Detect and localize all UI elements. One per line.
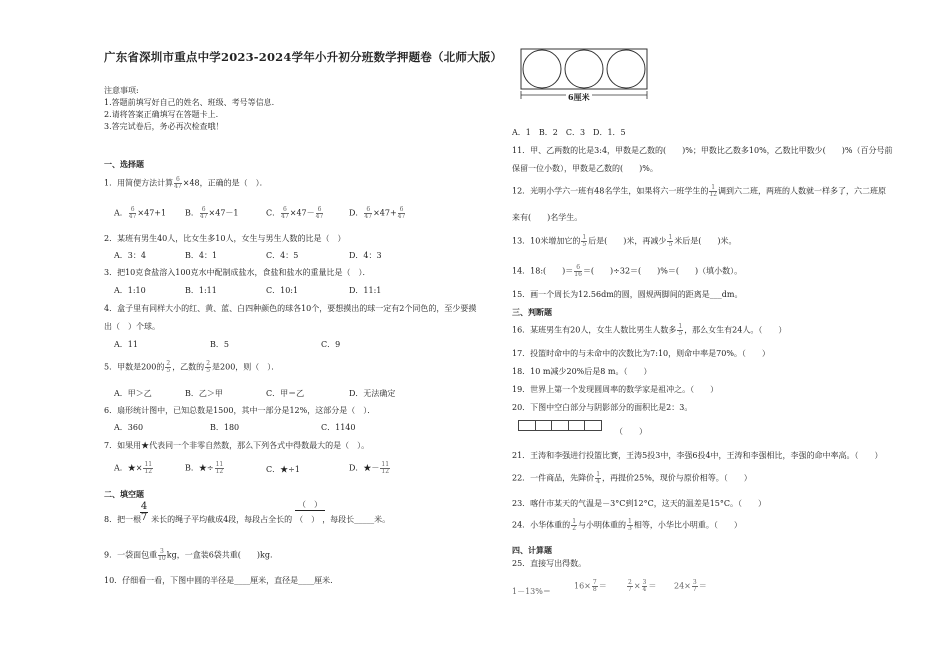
strip-cell bbox=[519, 421, 536, 430]
q13-text-mid: 后是( )米，再减少 bbox=[588, 236, 667, 246]
numerator: 3 bbox=[642, 579, 647, 586]
question-10: 10．仔细看一看，下图中圆的半径是____厘米，直径是____厘米. bbox=[104, 576, 333, 585]
denominator: 8 bbox=[592, 586, 597, 593]
q16-text: 16．某班男生有20人，女生人数比男生人数多 bbox=[512, 325, 677, 335]
question-22 bbox=[512, 472, 752, 485]
q13-text: 13．10米增加它的 bbox=[512, 236, 581, 246]
q3-option-b[interactable]: B．1:11 bbox=[185, 286, 217, 295]
q5-option-b[interactable]: B．乙＞甲 bbox=[185, 389, 223, 398]
section-heading: 四、计算题 bbox=[512, 545, 552, 555]
fraction bbox=[574, 265, 582, 278]
question-20: 20．下图中空白部分与阴影部分的面积比是2：3。 bbox=[512, 403, 693, 412]
q7-option-a[interactable] bbox=[114, 462, 154, 475]
question-1 bbox=[104, 177, 268, 190]
calc-item-4[interactable] bbox=[674, 580, 707, 593]
option-text: D．★－ bbox=[349, 463, 380, 473]
fraction bbox=[677, 324, 683, 337]
q1-option-c[interactable] bbox=[266, 207, 324, 220]
q16-text-end: ，那么女生有24人。（ ） bbox=[684, 325, 787, 335]
notice-item: 3.答完试卷后，务必再次检查哦！ bbox=[104, 122, 224, 131]
denominator: 2 bbox=[572, 525, 577, 532]
question-14 bbox=[512, 265, 742, 278]
circle bbox=[565, 50, 603, 88]
denominator: 4 bbox=[642, 586, 647, 593]
q24-text: 24．小华体重的 bbox=[512, 520, 571, 530]
option-text: ×47－ bbox=[289, 208, 315, 218]
option-text: B．★÷ bbox=[185, 463, 214, 473]
denominator: 47 bbox=[199, 213, 208, 220]
question-3: 3．把10克食盐溶入100克水中配制成盐水，食盐和盐水的重量比是（ ）． bbox=[104, 268, 371, 277]
denominator: 47 bbox=[128, 213, 137, 220]
fraction bbox=[205, 361, 211, 374]
denominator: 5 bbox=[678, 330, 683, 337]
numerator: 1 bbox=[582, 234, 587, 241]
fraction bbox=[200, 207, 208, 220]
denominator: 12 bbox=[215, 468, 224, 475]
q8-text-mid: 米长的绳子平均截成4段，每段占全长的 bbox=[151, 515, 293, 524]
calc-item-3[interactable]: $\frac{2}{7}$ × $\frac{3}{4}$ ＝ bbox=[628, 579, 657, 593]
option-letter: A． bbox=[114, 208, 128, 218]
q22-text-end: ，再提价25%，现价与原价相等。（ ） bbox=[602, 473, 752, 483]
q14-text-end: ＝( )÷32＝( )%＝( )（填小数）。 bbox=[582, 266, 743, 276]
q2-option-c[interactable]: C．4：5 bbox=[266, 251, 299, 260]
calc-text: 24× bbox=[674, 581, 691, 591]
numerator: 4 bbox=[140, 501, 148, 512]
question-21: 21．王涛和李强进行投篮比赛，王涛5投3中，李强6投4中，王涛和李强相比，李强的命中率高。（ ） bbox=[512, 451, 883, 460]
notice-heading: 注意事项: bbox=[104, 86, 139, 95]
calc-text: 16× bbox=[574, 581, 591, 591]
circle bbox=[523, 50, 561, 88]
page-title: 广东省深圳市重点中学2023-2024学年小升初分班数学押题卷（北师大版） bbox=[104, 50, 503, 64]
fraction bbox=[571, 519, 577, 532]
denominator: 47 bbox=[397, 213, 406, 220]
q24-text-mid: 与小明体重的 bbox=[578, 520, 627, 530]
fraction bbox=[158, 549, 166, 562]
numerator: 6 bbox=[201, 206, 206, 213]
q9-text: 9．一袋面包重 bbox=[104, 550, 158, 560]
numerator: 2 bbox=[166, 360, 171, 367]
equals: ＝ bbox=[698, 581, 707, 591]
fraction bbox=[592, 580, 598, 593]
fraction bbox=[174, 177, 182, 190]
option-letter: D． bbox=[349, 208, 364, 218]
numerator: 1 bbox=[668, 234, 673, 241]
question-5 bbox=[104, 361, 279, 374]
question-9 bbox=[104, 549, 273, 562]
option-text: ×47+ bbox=[373, 208, 397, 218]
question-23: 23．喀什市某天的气温是－3°C到12°C，这天的温差是15°C。（ ） bbox=[512, 499, 766, 508]
notice-item: 1.答题前填写好自己的姓名、班级、考号等信息. bbox=[104, 98, 275, 107]
q24-text-end: 相等，小华比小明重。（ ） bbox=[633, 520, 742, 530]
q4-option-b[interactable]: B．5 bbox=[210, 340, 229, 349]
numerator: 1 bbox=[596, 471, 601, 478]
question-24 bbox=[512, 519, 742, 532]
q5-text-mid: ，乙数的 bbox=[172, 362, 205, 372]
numerator: 1 bbox=[711, 184, 716, 191]
section-heading: 二、填空题 bbox=[104, 489, 144, 499]
q2-option-a[interactable]: A．3：4 bbox=[114, 251, 146, 260]
numerator: 11 bbox=[144, 461, 153, 468]
strip-cell bbox=[585, 421, 601, 430]
q12-text: 12．光明小学六一班有48名学生，如果将六一班学生的 bbox=[512, 186, 709, 196]
strip-cell bbox=[536, 421, 553, 430]
numerator: 1 bbox=[628, 518, 632, 525]
question-6: 6．扇形统计图中，已知总数是1500，其中一部分是12%，这部分是（ ）． bbox=[104, 406, 376, 415]
q7-option-c[interactable]: C．★÷1 bbox=[266, 465, 300, 474]
fraction bbox=[143, 462, 153, 475]
fraction bbox=[364, 207, 372, 220]
q3-option-d[interactable]: D．11:1 bbox=[349, 286, 382, 295]
option-text: ×47－1 bbox=[208, 208, 239, 218]
figure-label: 6厘米 bbox=[568, 92, 590, 102]
q8-answer-denominator[interactable]: （ ） bbox=[295, 515, 320, 524]
q1-option-a[interactable] bbox=[114, 207, 166, 220]
q1-text-end: ×48，正确的是（ ）． bbox=[182, 178, 268, 188]
question-17: 17．投篮时命中的与未命中的次数比为7:10，则命中率是70%。（ ） bbox=[512, 349, 770, 358]
q5-text-end: 是200，则（ ）． bbox=[212, 362, 280, 372]
question-12 bbox=[512, 185, 886, 198]
fraction bbox=[692, 580, 698, 593]
numerator: 2 bbox=[206, 360, 211, 367]
denominator: 4 bbox=[596, 478, 601, 485]
notice-item: 2.请将答案正确填写在答题卡上. bbox=[104, 110, 219, 119]
numerator: 3 bbox=[160, 548, 164, 555]
denominator: 47 bbox=[315, 213, 324, 220]
numerator: 6 bbox=[283, 206, 287, 213]
numerator: 6 bbox=[399, 206, 404, 213]
question-8 bbox=[104, 514, 390, 525]
option-letter: C． bbox=[266, 208, 281, 218]
question-11-cont: 保留一位小数），甲数是乙数的( )%。 bbox=[512, 164, 658, 173]
numerator: 6 bbox=[576, 264, 581, 271]
question-7: 7．如果用★代表同一个非零自然数，那么下列各式中得数最大的是（ ）。 bbox=[104, 441, 370, 450]
q14-text: 14．18:( )＝ bbox=[512, 266, 574, 276]
question-11: 11．甲、乙两数的比是3:4，甲数是乙数的( )%；甲数比乙数多10%，乙数比甲数少( )%（百分号前 bbox=[512, 146, 893, 155]
q2-option-b[interactable]: B．4：1 bbox=[185, 251, 218, 260]
numerator: 6 bbox=[130, 206, 135, 213]
section-heading: 三、判断题 bbox=[512, 307, 552, 317]
question-18: 18．10 m减少20%后是8 m。（ ） bbox=[512, 367, 652, 376]
question-13 bbox=[512, 235, 737, 248]
option-text: ×47+1 bbox=[137, 208, 167, 218]
denominator: 12 bbox=[144, 468, 153, 475]
numerator: 1 bbox=[572, 518, 577, 525]
question-12-cont: 来有( )名学生。 bbox=[512, 213, 583, 222]
q1-text: 1．用简便方法计算 bbox=[104, 178, 174, 188]
question-16 bbox=[512, 324, 786, 337]
numerator: 6 bbox=[317, 206, 322, 213]
q1-option-b[interactable] bbox=[185, 207, 239, 220]
denominator: 5 bbox=[582, 241, 587, 248]
denominator: 12 bbox=[381, 468, 390, 475]
q3-option-c[interactable]: C．10:1 bbox=[266, 286, 299, 295]
q4-option-a[interactable]: A．11 bbox=[114, 340, 138, 349]
q5-option-c[interactable]: C．甲＝乙 bbox=[266, 389, 305, 398]
q20-answer-paren[interactable]: （ ） bbox=[615, 427, 647, 436]
q9-text-end: kg，一盒装6袋共重( )kg. bbox=[166, 550, 273, 560]
numerator: 6 bbox=[366, 206, 371, 213]
figure-rect bbox=[521, 49, 647, 89]
question-25: 25．直接写出得数。 bbox=[512, 559, 587, 568]
question-4: 4．盒子里有同样大小的红、黄、蓝、白四种颜色的球各10个，要想摸出的球一定有2个同色的，至少要摸 bbox=[104, 304, 477, 313]
numerator: 3 bbox=[692, 579, 697, 586]
q5-option-d[interactable]: D．无法确定 bbox=[349, 389, 396, 398]
q8-text: 8．把一根 bbox=[104, 515, 142, 524]
fraction bbox=[642, 580, 648, 593]
denominator: 7 bbox=[692, 586, 697, 593]
q12-text-end: 调到六二班，两班的人数就一样多了，六二班原 bbox=[718, 186, 886, 196]
q1-option-d[interactable] bbox=[349, 207, 406, 220]
calc-item-1[interactable]: 1－13%＝ bbox=[512, 587, 551, 596]
question-4-cont: 出（ ）个球。 bbox=[104, 322, 160, 331]
fraction bbox=[627, 580, 633, 593]
section-heading: 一、选择题 bbox=[104, 159, 144, 169]
option-text: A．★× bbox=[114, 463, 143, 473]
strip-cell bbox=[569, 421, 586, 430]
q7-option-d[interactable] bbox=[349, 462, 391, 475]
denominator: 3 bbox=[628, 525, 632, 532]
denominator: 5 bbox=[668, 241, 673, 248]
strip-cell bbox=[552, 421, 569, 430]
equals: ＝ bbox=[648, 581, 657, 591]
fraction bbox=[709, 185, 717, 198]
equals: ＝ bbox=[598, 581, 607, 591]
denominator: 7 bbox=[628, 586, 632, 593]
q6-option-c[interactable]: C．1140 bbox=[321, 423, 356, 432]
q22-text: 22．一件商品，先降价 bbox=[512, 473, 595, 483]
denominator: 7 bbox=[140, 512, 148, 523]
q13-text-end: 米后是( )米。 bbox=[674, 236, 737, 246]
fraction bbox=[398, 207, 406, 220]
q5-text: 5．甲数是200的 bbox=[104, 362, 165, 372]
denominator: 5 bbox=[206, 367, 211, 374]
q6-option-b[interactable]: B．180 bbox=[210, 423, 240, 432]
numerator: 1 bbox=[678, 323, 683, 330]
fraction bbox=[281, 207, 289, 220]
q8-answer-numerator[interactable]: （ ） bbox=[295, 499, 325, 511]
q5-option-a[interactable]: A．甲＞乙 bbox=[114, 389, 152, 398]
numerator: 2 bbox=[628, 579, 632, 586]
fraction bbox=[316, 207, 324, 220]
denominator: 5 bbox=[166, 367, 171, 374]
q4-option-c[interactable]: C．9 bbox=[321, 340, 341, 349]
circle bbox=[607, 50, 645, 88]
question-19: 19．世界上第一个发现圆周率的数学家是祖冲之。（ ） bbox=[512, 385, 719, 394]
denominator: 47 bbox=[174, 183, 182, 190]
numerator: 11 bbox=[381, 461, 390, 468]
q6-option-a[interactable]: A．360 bbox=[114, 423, 144, 432]
denominator: 16 bbox=[574, 271, 582, 278]
question-2: 2．某班有男生40人，比女生多10人，女生与男生人数的比是（ ） bbox=[104, 234, 346, 243]
fraction bbox=[627, 519, 633, 532]
question-15: 15．画一个周长为12.56dm的圆，圆规两脚间的距离是___dm。 bbox=[512, 290, 743, 299]
q2-option-d[interactable]: D．4：3 bbox=[349, 251, 382, 260]
fraction bbox=[380, 462, 390, 475]
q3-option-a[interactable]: A．1:10 bbox=[114, 286, 146, 295]
denominator: 12 bbox=[709, 191, 717, 198]
option-letter: B． bbox=[185, 208, 199, 218]
denominator: 47 bbox=[281, 213, 289, 220]
numerator: 7 bbox=[592, 579, 597, 586]
q10-options[interactable]: A．1 B．2 C．3 D．1．5 bbox=[512, 128, 626, 137]
fraction bbox=[667, 235, 673, 248]
fraction bbox=[215, 462, 225, 475]
calc-item-2[interactable] bbox=[574, 580, 607, 593]
q20-strip-figure bbox=[518, 420, 602, 431]
q7-option-b[interactable] bbox=[185, 462, 225, 475]
numerator: 6 bbox=[176, 176, 180, 183]
denominator: 10 bbox=[158, 555, 166, 562]
numerator: 11 bbox=[215, 461, 224, 468]
fraction bbox=[165, 361, 171, 374]
fraction bbox=[595, 472, 601, 485]
fraction bbox=[129, 207, 137, 220]
fraction bbox=[581, 235, 587, 248]
q8-text-end: ，每段长_____米。 bbox=[322, 515, 391, 524]
denominator: 47 bbox=[364, 213, 373, 220]
